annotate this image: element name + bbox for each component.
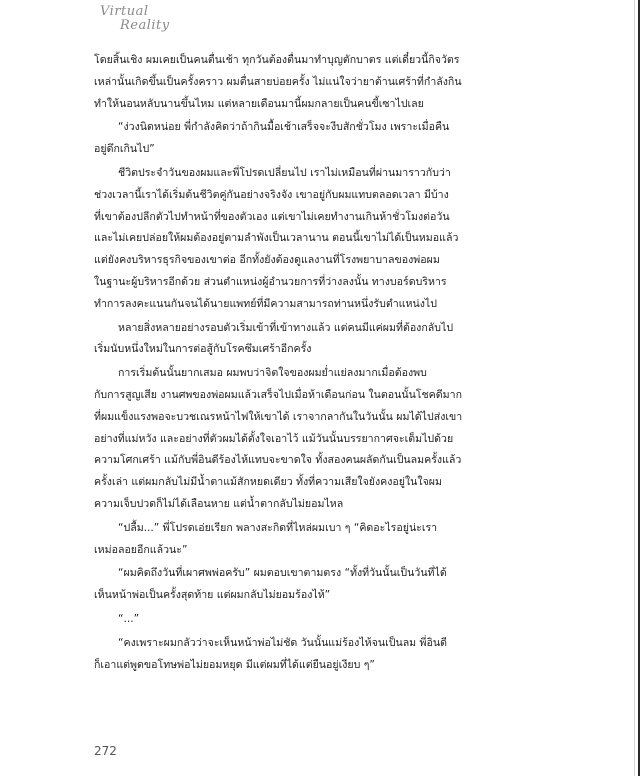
paragraph: การเริ่มต้นนั้นยากเสมอ ผมพบว่าจิตใจของผมย่ำแย่ลงมากเมื่อต้องพบ กับการสูญเสีย งานศพของพ่อผมแล้วเสร็จไปเมื่อห้าเดือนก่อน ในตอนนั้นโชคดีมาก ที่ผมแข็งแรงพอจะบวชเณรหน้าไฟให้เขาได้ เราจากลากันในวันนั้น ผมได้ไปส่งเขา อย่างที่แม่หวัง และอย่างที่ตัวผมได้ตั้งใจเอาไว้ แม้วันนั้นบรรยากาศจะเต็มไปด้วย ความโศกเศร้า แม้กับพี่อินดีร้องไห้แทบจะขาดใจ ทั้งสองคนผลัดกันเป็นลมครั้งแล้ว ครั้งเล่า แต่ผมกลับไม่มีน้ำตาแม้สักหยดเดียว ทั้งที่ความเสียใจยังคงอยู่ในใจผม ความเจ็บปวดก็ไม่ได้เลือนหาย แต่น้ำตากลับไม่ยอมไหล <box>94 367 463 510</box>
logo-text-reality: Reality <box>120 18 170 33</box>
page-edge-shadow <box>634 0 635 776</box>
paragraph: โดยสิ้นเชิง ผมเคยเป็นคนตื่นเช้า ทุกวันต้องตื่นมาทำบุญตักบาตร แต่เดี๋ยวนี้กิจวัตร เหล่านั้นเกิดขึ้นเป็นครั้งคราว ผมตื่นสายบ่อยครั้ง ไม่แน่ใจว่ายาต้านเศร้าที่กำลังกิน ทำให้นอนหลับนานขึ้นไหม แต่หลายเดือนมานี้ผมกลายเป็นคนขี้เซาไปเลย <box>94 54 462 110</box>
paragraph: “คงเพราะผมกลัวว่าจะเห็นหน้าพ่อไม่ชัด วันนั้นแม่ร้องไห้จนเป็นลม พี่อินดี ก็เอาแต่พูดขอโทษพ่อไม่ยอมหยุด มีแต่ผมที่ได้แต่ยืนอยู่เงียบ ๆ” <box>94 636 448 671</box>
paragraph: “ผมคิดถึงวันที่เผาศพพ่อครับ” ผมตอบเขาตามตรง “ทั้งที่วันนั้นเป็นวันที่ได้ เห็นหน้าพ่อเป็นครั้งสุดท้าย แต่ผมกลับไม่ยอมร้องไห้” <box>94 567 447 602</box>
paragraph: “ปลื้ม...” พี่โปรดเอ่ยเรียก พลางสะกิดที่ไหล่ผมเบา ๆ “คิดอะไรอยู่น่ะเรา เหม่อลอยอีกแล้วนะ” <box>94 521 438 556</box>
series-logo <box>100 4 170 38</box>
logo-text-virtual: Virtual <box>100 4 149 19</box>
paragraph: “ง่วงนิดหน่อย พี่กำลังคิดว่าถ้ากินมื้อเช้าเสร็จจะงีบสักชั่วโมง เพราะเมื่อคืน อยู่ดึกเกินไป” <box>94 121 450 156</box>
body-text <box>94 50 524 676</box>
page-number: 272 <box>94 744 117 758</box>
paragraph: “...” <box>118 612 140 625</box>
paragraph: หลายสิ่งหลายอย่างรอบตัวเริ่มเข้าที่เข้าทางแล้ว แต่คนมีแค่ผมที่ต้องกลับไป เริ่มนับหนึ่งใหม่ในการต่อสู้กับโรคซึมเศร้าอีกครั้ง <box>94 321 454 356</box>
paragraph: ชีวิตประจำวันของผมและพี่โปรดเปลี่ยนไป เราไม่เหมือนที่ผ่านมาราวกับว่า ช่วงเวลานี้เราได้เริ่มต้นชีวิตคู่กันอย่างจริงจัง เขาอยู่กับผมแทบตลอดเวลา มีบ้าง ที่เขาต้องปลีกตัวไปทำหน้าที่ของตัวเอง แต่เขาไม่เคยทำงานเกินห้าชั่วโมงต่อวัน และไม่เคยปล่อยให้ผมต้องอยู่ตามลำพังเป็นเวลานาน ตอนนี้เขาไม่ได้เป็นหมอแล้ว แต่ยังคงบริหารธุรกิจของเขาต่อ อีกทั้งยังต้องดูแลงานที่โรงพยาบาลของพ่อผม ในฐานะผู้บริหารอีกด้วย ส่วนตำแหน่งผู้อำนวยการที่ว่างลงนั้น ทางบอร์ดบริหาร ทำการลงคะแนนกันจนได้นายแพทย์ที่มีความสามารถท่านหนึ่งรับตำแหน่งไป <box>94 166 459 310</box>
